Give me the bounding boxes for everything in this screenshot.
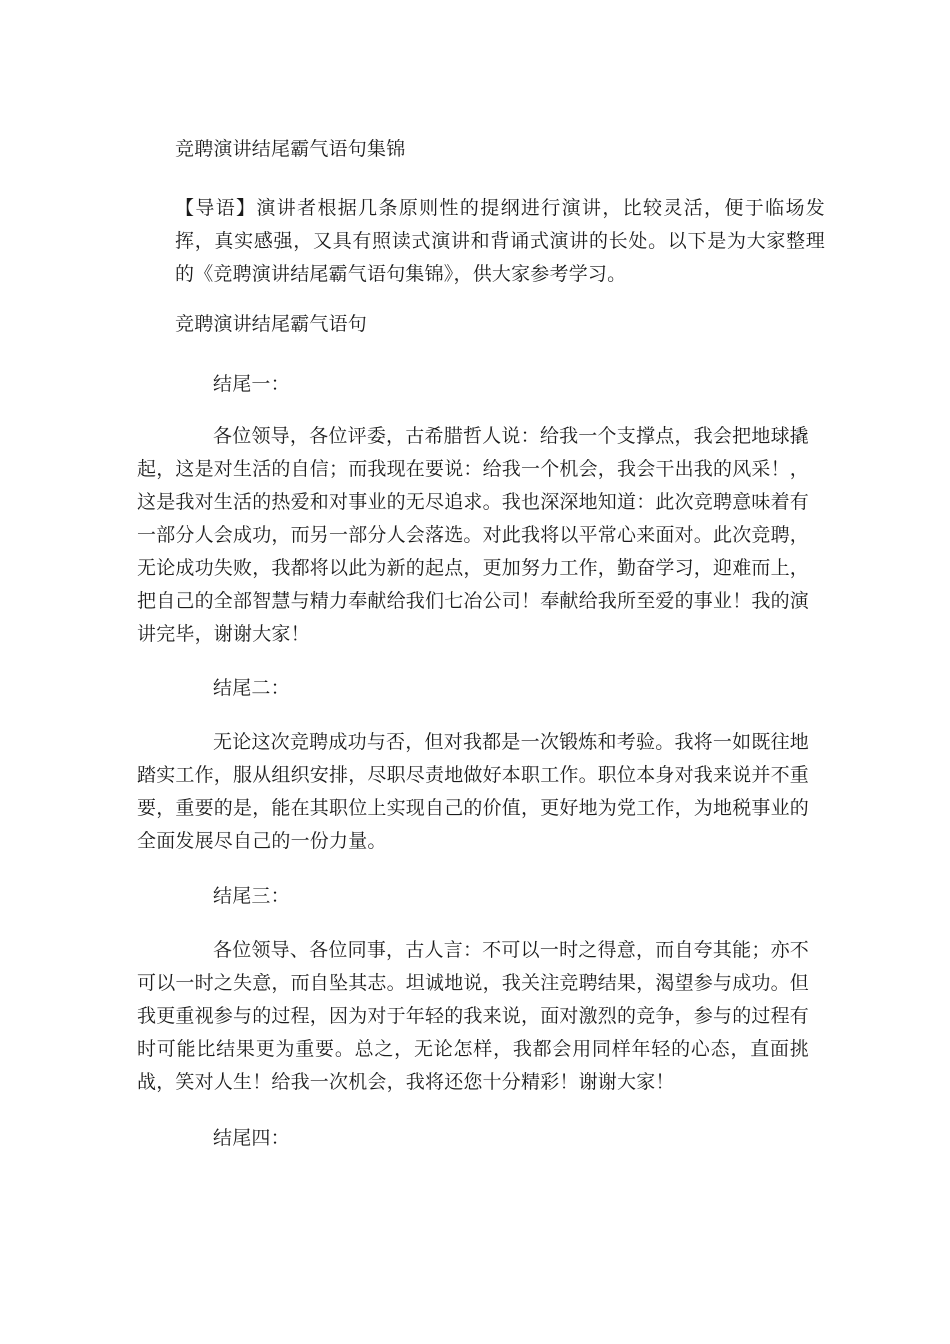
ending-paragraph-1: 各位领导，各位评委，古希腊哲人说：给我一个支撑点，我会把地球撬起，这是对生活的自信；而我现在要说：给我一个机会，我会干出我的风采！，这是我对生活的热爱和对事业的无尽追求。我也深深地知道：此次竞聘意味着有一部分人会成功，而另一部分人会落选。对此我将以平常心来面对。此次竞聘，无论成功失败，我都将以此为新的起点，更加努力工作，勤奋学习，迎难而上，把自己的全部智慧与精力奉献给我们七冶公司！奉献给我所至爱的事业！我的演讲完毕，谢谢大家！	[137, 425, 810, 645]
ending-label-4: 结尾四：	[213, 1127, 290, 1149]
document-title: 竞聘演讲结尾霸气语句集锦	[175, 138, 406, 160]
ending-label-3: 结尾三：	[213, 885, 290, 907]
ending-paragraph-3: 各位领导、各位同事，古人言：不可以一时之得意，而自夸其能；亦不可以一时之失意，而自坠其志。坦诚地说，我关注竞聘结果，渴望参与成功。但我更重视参与的过程，因为对于年轻的我来说，面对激烈的竞争，参与的过程有时可能比结果更为重要。总之，无论怎样，我都会用同样年轻的心态，直面挑战，笑对人生！给我一次机会，我将还您十分精彩！谢谢大家！	[137, 939, 810, 1093]
ending-paragraph-2: 无论这次竞聘成功与否，但对我都是一次锻炼和考验。我将一如既往地踏实工作，服从组织安排，尽职尽责地做好本职工作。职位本身对我来说并不重要，重要的是，能在其职位上实现自己的价值，更好地为党工作，为地税事业的全面发展尽自己的一份力量。	[137, 731, 810, 852]
section-heading: 竞聘演讲结尾霸气语句	[175, 313, 368, 335]
ending-label-1: 结尾一：	[213, 373, 290, 395]
intro-paragraph: 【导语】演讲者根据几条原则性的提纲进行演讲，比较灵活，便于临场发挥，真实感强，又具有照读式演讲和背诵式演讲的长处。以下是为大家整理的《竞聘演讲结尾霸气语句集锦》，供大家参考学习。	[175, 197, 825, 285]
ending-label-2: 结尾二：	[213, 677, 290, 699]
